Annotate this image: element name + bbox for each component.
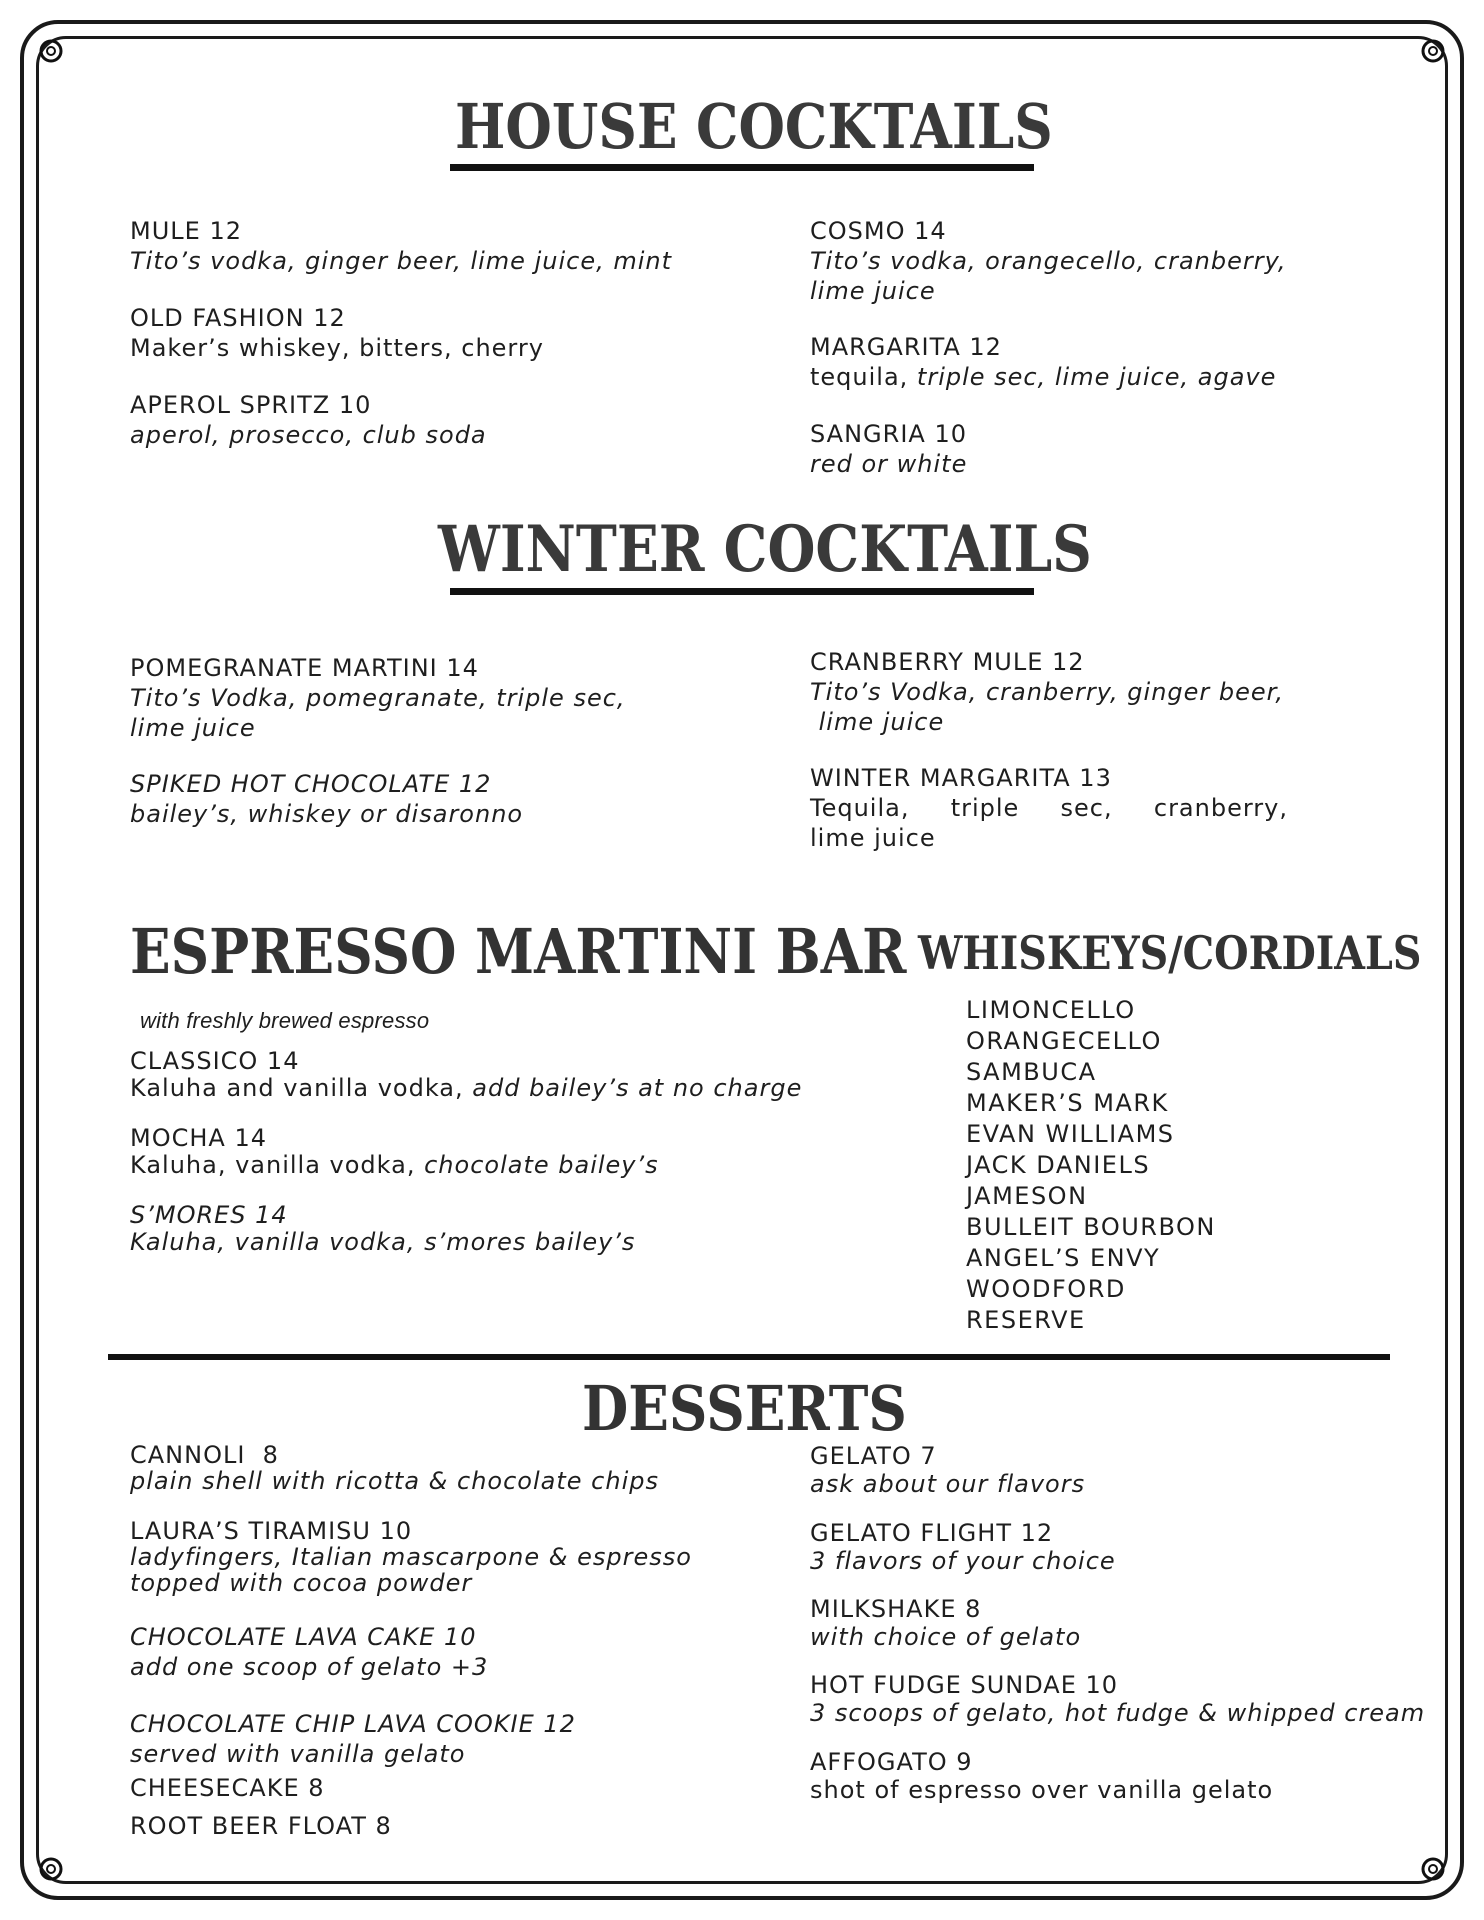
menu-item <box>810 216 1287 306</box>
item-name: COSMO 14 <box>810 217 947 245</box>
item-name: CRANBERRY MULE 12 <box>810 648 1085 676</box>
espresso-martini-bar-title: ESPRESSO MARTINI BAR <box>130 915 907 988</box>
item-name: SPIKED HOT CHOCOLATE 12 <box>130 770 492 798</box>
list-item: EVAN WILLIAMS <box>966 1120 1175 1148</box>
item-description: lime juice <box>810 277 936 305</box>
list-item: RESERVE <box>966 1306 1086 1334</box>
item-name: CHOCOLATE LAVA CAKE 10 <box>130 1623 477 1651</box>
list-item: JACK DANIELS <box>966 1151 1151 1179</box>
menu-item <box>810 763 1306 853</box>
menu-item <box>810 332 1276 392</box>
winter-title-underline <box>450 588 1034 595</box>
item-name: OLD FASHION 12 <box>130 304 346 332</box>
menu-item <box>810 1748 1273 1804</box>
menu-item <box>130 1518 692 1596</box>
item-name: S’MORES 14 <box>130 1201 288 1229</box>
menu-item <box>130 1811 392 1841</box>
item-description: served with vanilla gelato <box>130 1740 466 1768</box>
menu-item <box>810 647 1284 737</box>
desc-plain: Kaluha and vanilla vodka, <box>130 1074 473 1102</box>
corner-ornament-icon <box>36 1854 66 1884</box>
desc-italic: triple sec, lime juice, agave <box>916 363 1277 391</box>
item-description: Maker’s whiskey, bitters, cherry <box>130 334 544 362</box>
item-name: CANNOLI 8 <box>130 1441 279 1469</box>
item-name: POMEGRANATE MARTINI 14 <box>130 654 479 682</box>
house-title-underline <box>450 164 1034 171</box>
item-name: GELATO 7 <box>810 1442 937 1470</box>
item-name: SANGRIA 10 <box>810 420 967 448</box>
list-item: ANGEL’S ENVY <box>966 1244 1161 1272</box>
item-description: topped with cocoa powder <box>130 1569 473 1597</box>
menu-item <box>810 419 967 479</box>
list-item: JAMESON <box>966 1182 1088 1210</box>
item-description: red or white <box>810 450 968 478</box>
menu-item <box>130 1442 659 1494</box>
item-description: add one scoop of gelato +3 <box>130 1653 489 1681</box>
item-name: MULE 12 <box>130 217 242 245</box>
menu-item <box>130 653 626 743</box>
item-description: Tequila, triple sec, cranberry, lime juice <box>810 794 1306 852</box>
corner-ornament-icon <box>1418 36 1448 66</box>
section-divider <box>108 1354 1390 1360</box>
menu-item <box>810 1442 1085 1498</box>
item-description: Tito’s vodka, ginger beer, lime juice, mint <box>130 247 673 275</box>
espresso-note: with freshly brewed espresso <box>140 1008 430 1033</box>
item-description <box>810 362 1276 392</box>
item-name: MOCHA 14 <box>130 1124 267 1152</box>
item-description: lime juice <box>130 714 256 742</box>
item-name: MARGARITA 12 <box>810 333 1002 361</box>
menu-item <box>130 1622 488 1682</box>
whiskeys-cordials-title: WHISKEYS/CORDIALS <box>918 926 1422 980</box>
menu-item <box>130 1048 802 1102</box>
item-description: 3 flavors of your choice <box>810 1547 1116 1575</box>
item-name: APEROL SPRITZ 10 <box>130 391 372 419</box>
item-description <box>130 1152 659 1179</box>
desc-plain: tequila, <box>810 363 917 391</box>
item-description: Kaluha, vanilla vodka, s’mores bailey’s <box>130 1228 636 1256</box>
item-name: ROOT BEER FLOAT 8 <box>130 1812 392 1840</box>
menu-item <box>130 216 672 276</box>
desc-plain: Kaluha, vanilla vodka, <box>130 1151 425 1179</box>
menu-item <box>130 1202 635 1256</box>
item-description: Tito’s Vodka, pomegranate, triple sec, <box>130 684 626 712</box>
item-name: MILKSHAKE 8 <box>810 1595 982 1623</box>
list-item: BULLEIT BOURBON <box>966 1213 1216 1241</box>
item-name: GELATO FLIGHT 12 <box>810 1519 1054 1547</box>
list-item: LIMONCELLO <box>966 996 1136 1024</box>
item-description: with choice of gelato <box>810 1623 1082 1651</box>
menu-item <box>130 390 487 450</box>
list-item: MAKER’S MARK <box>966 1089 1169 1117</box>
item-description: Tito’s vodka, orangecello, cranberry, <box>810 247 1287 275</box>
desc-italic: chocolate bailey’s <box>424 1151 659 1179</box>
item-name: CHOCOLATE CHIP LAVA COOKIE 12 <box>130 1710 576 1738</box>
item-description: ask about our flavors <box>810 1470 1086 1498</box>
desc-italic: add bailey’s at no charge <box>472 1074 803 1102</box>
item-name: WINTER MARGARITA 13 <box>810 764 1112 792</box>
house-cocktails-title: HOUSE COCKTAILS <box>455 90 1053 163</box>
corner-ornament-icon <box>1418 1854 1448 1884</box>
item-description: shot of espresso over vanilla gelato <box>810 1776 1274 1804</box>
winter-cocktails-title: WINTER COCKTAILS <box>438 512 1092 587</box>
item-description: Tito’s Vodka, cranberry, ginger beer, <box>810 678 1284 706</box>
item-description: bailey’s, whiskey or disaronno <box>130 800 524 828</box>
corner-ornament-icon <box>36 36 66 66</box>
menu-item <box>130 303 544 363</box>
item-name: AFFOGATO 9 <box>810 1748 973 1776</box>
item-description: lime juice <box>810 708 945 736</box>
menu-item <box>810 1671 1425 1727</box>
menu-item <box>810 1595 1081 1651</box>
list-item: WOODFORD <box>966 1275 1126 1303</box>
item-name: LAURA’S TIRAMISU 10 <box>130 1517 413 1545</box>
menu-item <box>130 1773 325 1803</box>
item-description <box>130 1075 802 1102</box>
item-name: CHEESECAKE 8 <box>130 1774 325 1802</box>
menu-item <box>130 1709 576 1769</box>
item-description: aperol, prosecco, club soda <box>130 421 487 449</box>
menu-item <box>130 769 523 829</box>
list-item: ORANGECELLO <box>966 1027 1162 1055</box>
item-description: plain shell with ricotta & chocolate chips <box>130 1467 659 1495</box>
desserts-title: DESSERTS <box>582 1372 907 1445</box>
item-name: HOT FUDGE SUNDAE 10 <box>810 1671 1119 1699</box>
whiskeys-list <box>966 995 1216 1336</box>
menu-item <box>130 1125 659 1179</box>
menu-item <box>810 1519 1116 1575</box>
list-item: SAMBUCA <box>966 1058 1097 1086</box>
item-description: ladyfingers, Italian mascarpone & espresso <box>130 1543 692 1571</box>
item-name: CLASSICO 14 <box>130 1047 300 1075</box>
item-description: 3 scoops of gelato, hot fudge & whipped cream <box>810 1699 1426 1727</box>
